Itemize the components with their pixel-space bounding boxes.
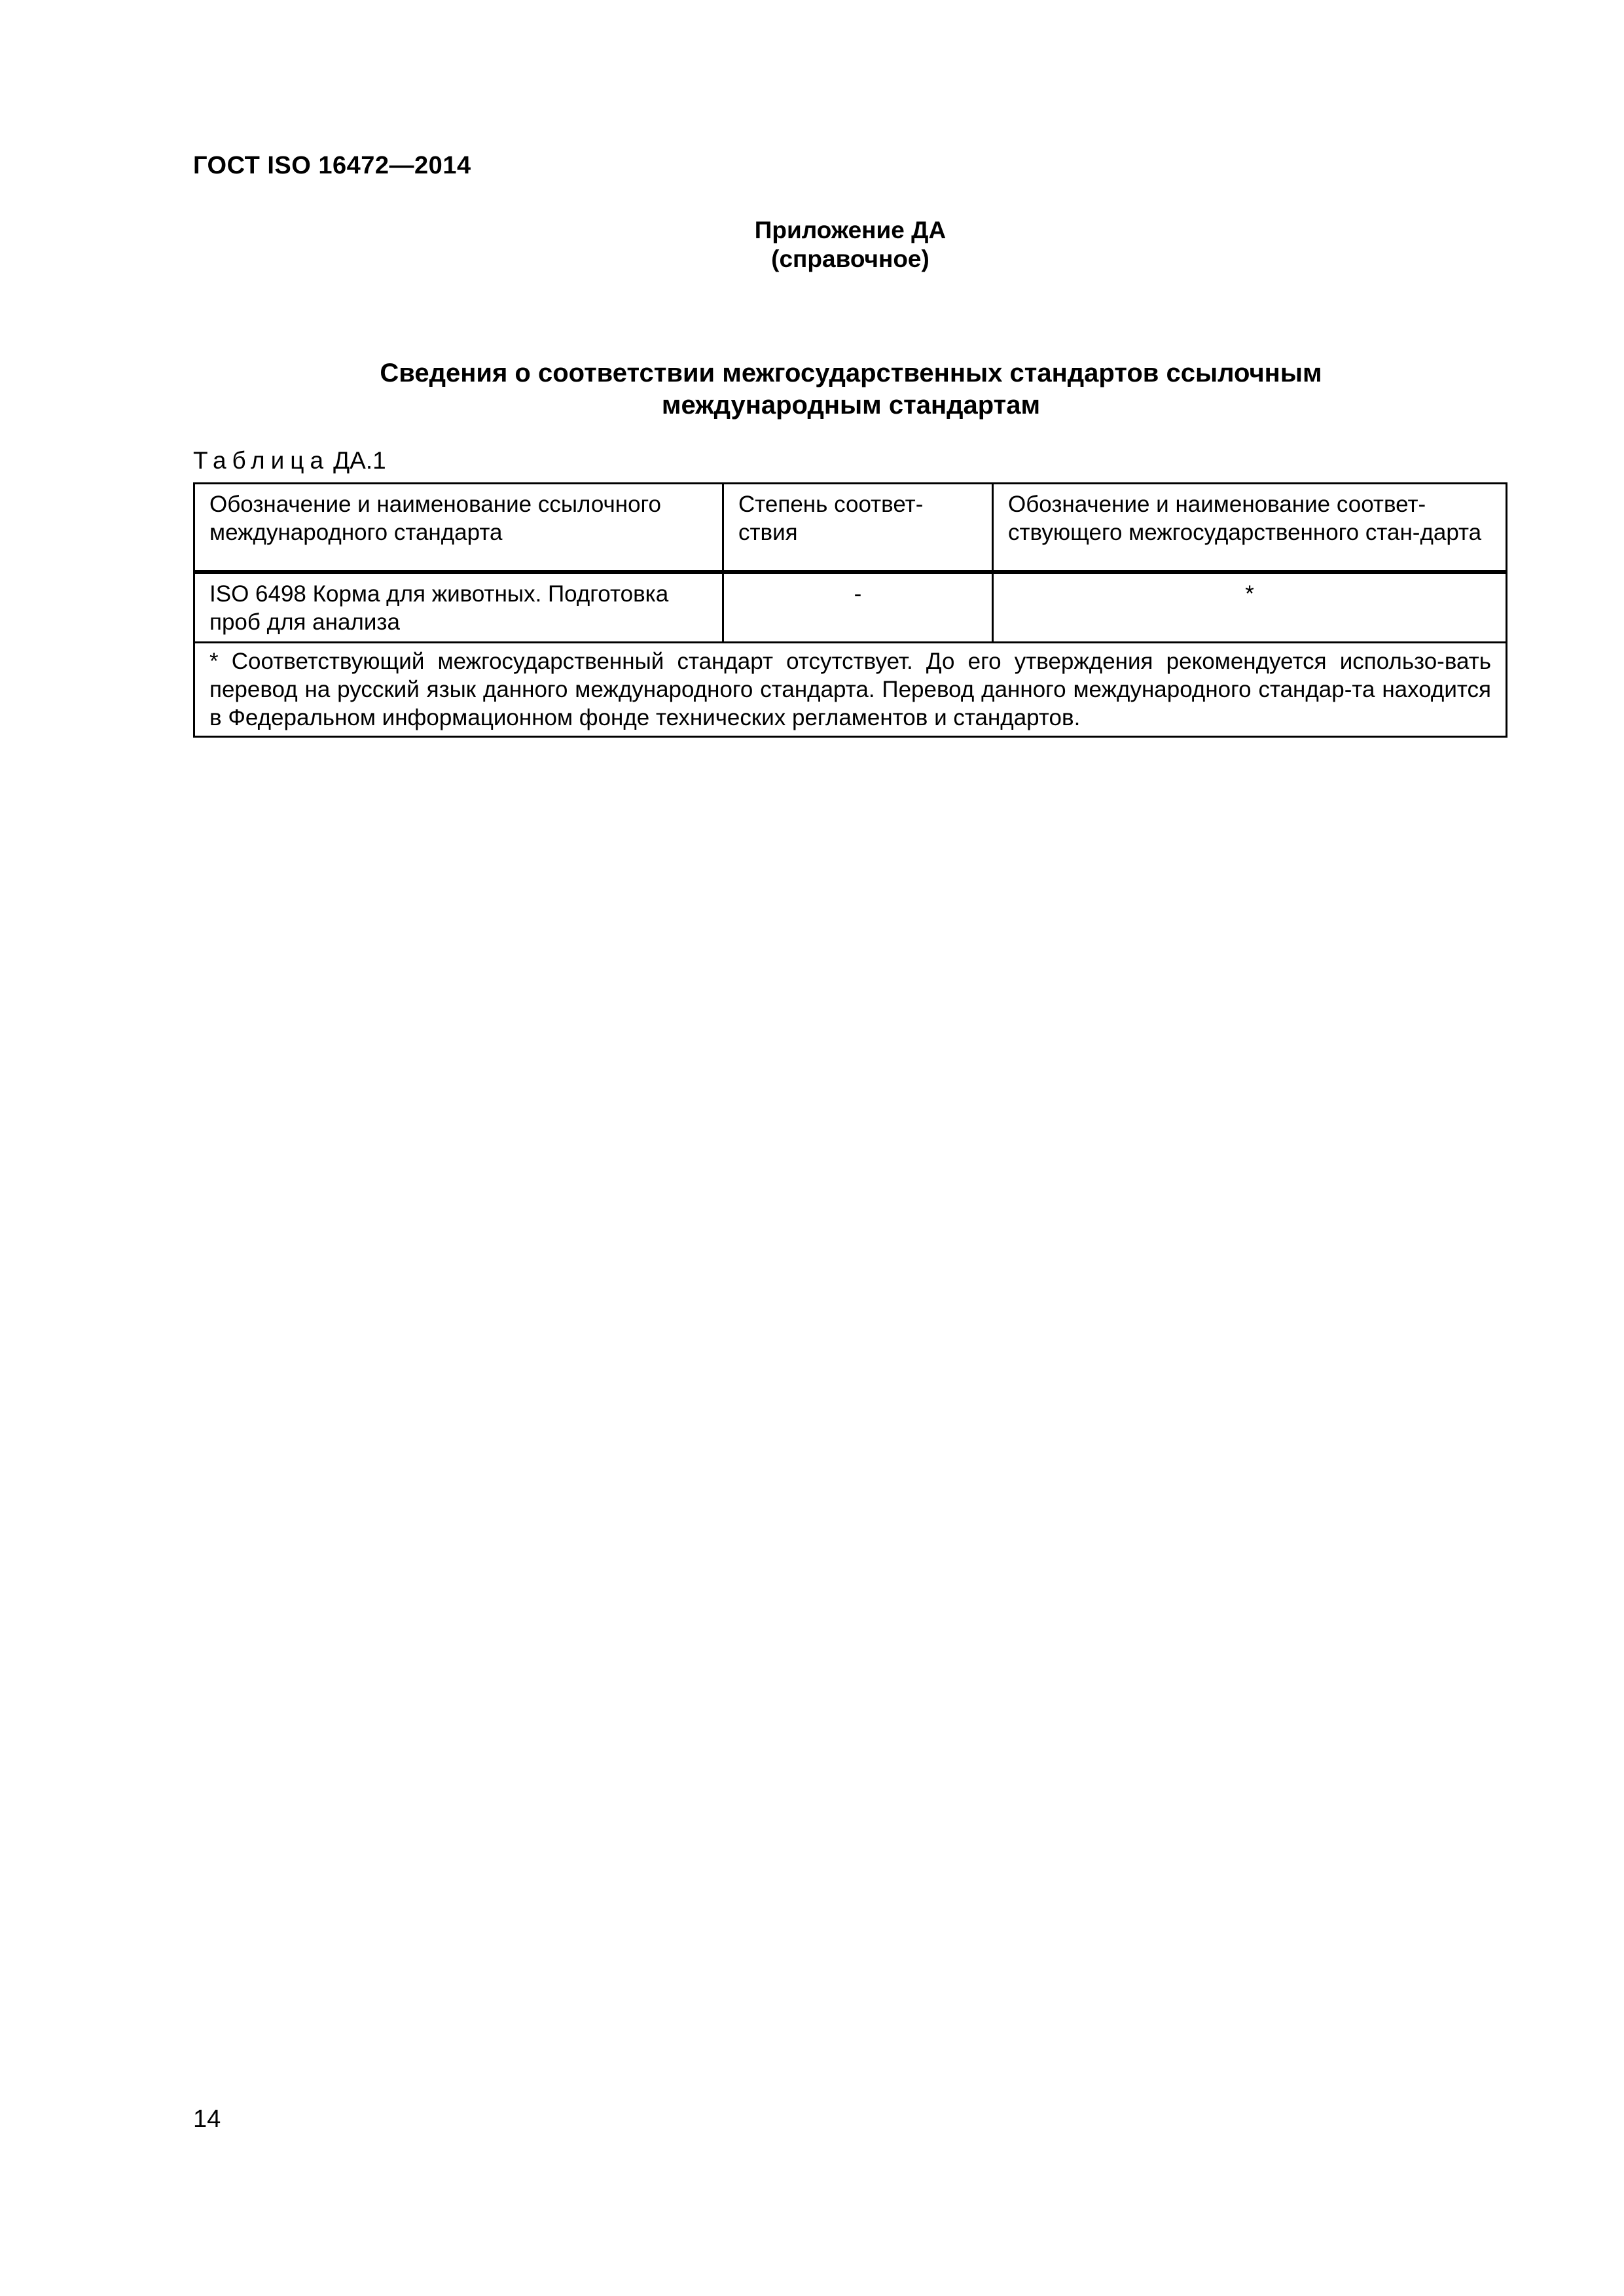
- annex-title: [193, 357, 1509, 422]
- column-header-degree: Степень соответ-ствия: [723, 484, 993, 572]
- table-footnote: * Соответствующий межгосударственный стандарт отсутствует. До его утверждения рекомендуется использо-вать перевод на русский язык данного международного стандарта. Перевод данного международного стандар-та находится в Федеральном информационном фонде технических регламентов и стандартов.: [194, 642, 1507, 736]
- table-footnote-row: [194, 642, 1507, 736]
- document-code: ГОСТ ISO 16472—2014: [193, 152, 471, 179]
- table-caption-number: ДА.1: [333, 447, 386, 474]
- standards-correspondence-table: [193, 482, 1507, 738]
- table-caption-word: Таблица: [193, 447, 330, 474]
- table-header-row: [194, 484, 1507, 572]
- cell-interstate-standard: *: [993, 572, 1507, 643]
- annex-status: (справочное): [771, 245, 929, 272]
- table-caption: [193, 447, 386, 475]
- table-row: [194, 572, 1507, 643]
- cell-degree: -: [723, 572, 993, 643]
- annex-title-line-2: международным стандартам: [661, 391, 1041, 420]
- annex-title-line-1: Сведения о соответствии межгосударственных стандартов ссылочным: [380, 359, 1322, 387]
- annex-heading: [0, 216, 1624, 274]
- cell-reference-standard: ISO 6498 Корма для животных. Подготовка проб для анализа: [194, 572, 723, 643]
- page-number: 14: [193, 2106, 221, 2133]
- annex-label: Приложение ДА: [754, 217, 947, 243]
- column-header-reference-standard: Обозначение и наименование ссылочного международного стандарта: [194, 484, 723, 572]
- column-header-interstate-standard: Обозначение и наименование соответ-ствующего межгосударственного стан-дарта: [993, 484, 1507, 572]
